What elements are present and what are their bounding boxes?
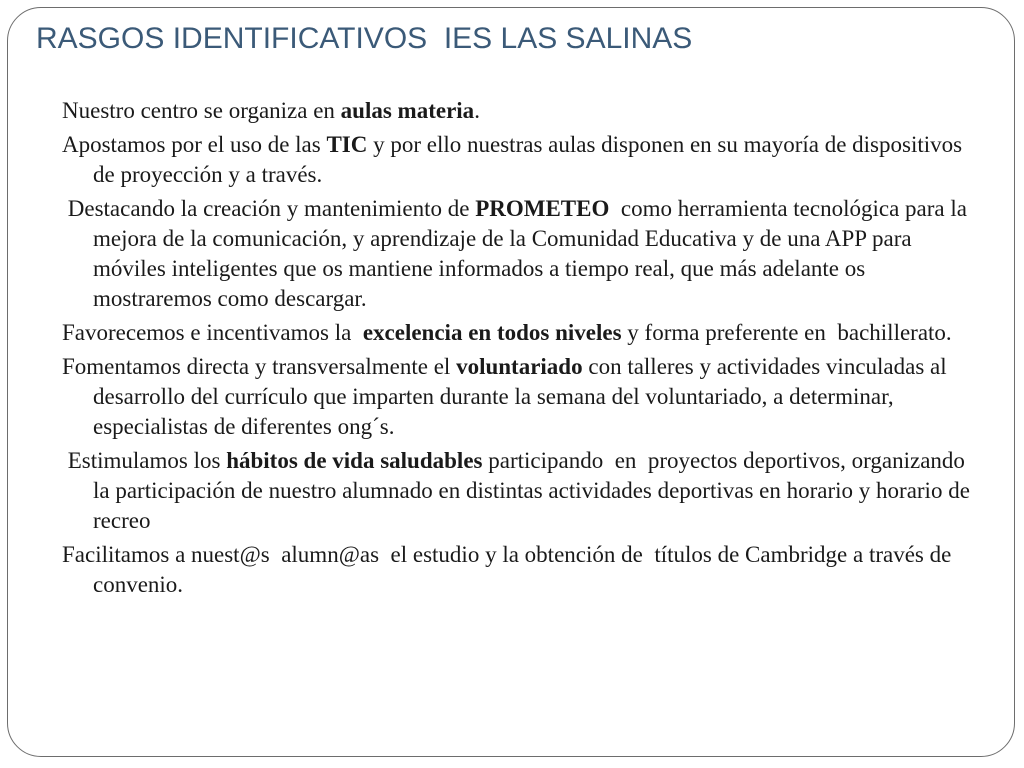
paragraph-bold-text: aulas materia — [340, 98, 475, 123]
paragraph-tic — [62, 130, 972, 190]
paragraph-text: Apostamos por el uso de las — [62, 132, 327, 157]
paragraph-voluntariado — [62, 352, 972, 442]
paragraph-cambridge — [62, 540, 972, 600]
paragraph-bold-text: excelencia en todos niveles — [362, 320, 622, 345]
paragraph-excelencia — [62, 318, 972, 348]
paragraph-bold-text: PROMETEO — [475, 196, 610, 221]
paragraph-text: Destacando la creación y mantenimiento de — [62, 196, 476, 221]
paragraph-bold-text: TIC — [326, 132, 368, 157]
paragraph-text: participando en proyectos deportivos, organizando la participación de nuestro alumnado en distintas actividades deportivas en horario y horario de recreo — [93, 448, 976, 533]
paragraph-text: Facilitamos a nuest@s alumn@as el estudio y la obtención de títulos de Cambridge a través de convenio. — [62, 542, 958, 597]
paragraph-text: y forma preferente en bachillerato. — [621, 320, 952, 345]
paragraph-bold-text: hábitos de vida saludables — [226, 448, 483, 473]
slide-body — [62, 96, 976, 604]
paragraph-text: Favorecemos e incentivamos la — [62, 320, 363, 345]
paragraph-bold-text: voluntariado — [456, 354, 583, 379]
paragraph-text: con talleres y actividades vinculadas al desarrollo del currículo que imparten durante la semana del voluntariado, a determinar, especialistas de diferentes ong´s. — [93, 354, 953, 439]
paragraph-text: Estimulamos los — [62, 448, 227, 473]
paragraph-prometeo — [62, 194, 972, 314]
paragraph-aulas-materia — [62, 96, 972, 126]
slide-title: RASGOS IDENTIFICATIVOS IES LAS SALINAS — [36, 22, 693, 55]
paragraph-text: . — [474, 98, 480, 123]
paragraph-habitos-saludables — [62, 446, 976, 536]
paragraph-text: Nuestro centro se organiza en — [62, 98, 341, 123]
paragraph-text: y por ello nuestras aulas disponen en su mayoría de dispositivos de proyección y a través. — [93, 132, 968, 187]
paragraph-text: como herramienta tecnológica para la mejora de la comunicación, y aprendizaje de la Comunidad Educativa y de una APP para móviles inteligentes que os mantiene informados a tiempo real, que más adelante os mostraremos como descargar. — [93, 196, 973, 311]
paragraph-text: Fomentamos directa y transversalmente el — [62, 354, 457, 379]
